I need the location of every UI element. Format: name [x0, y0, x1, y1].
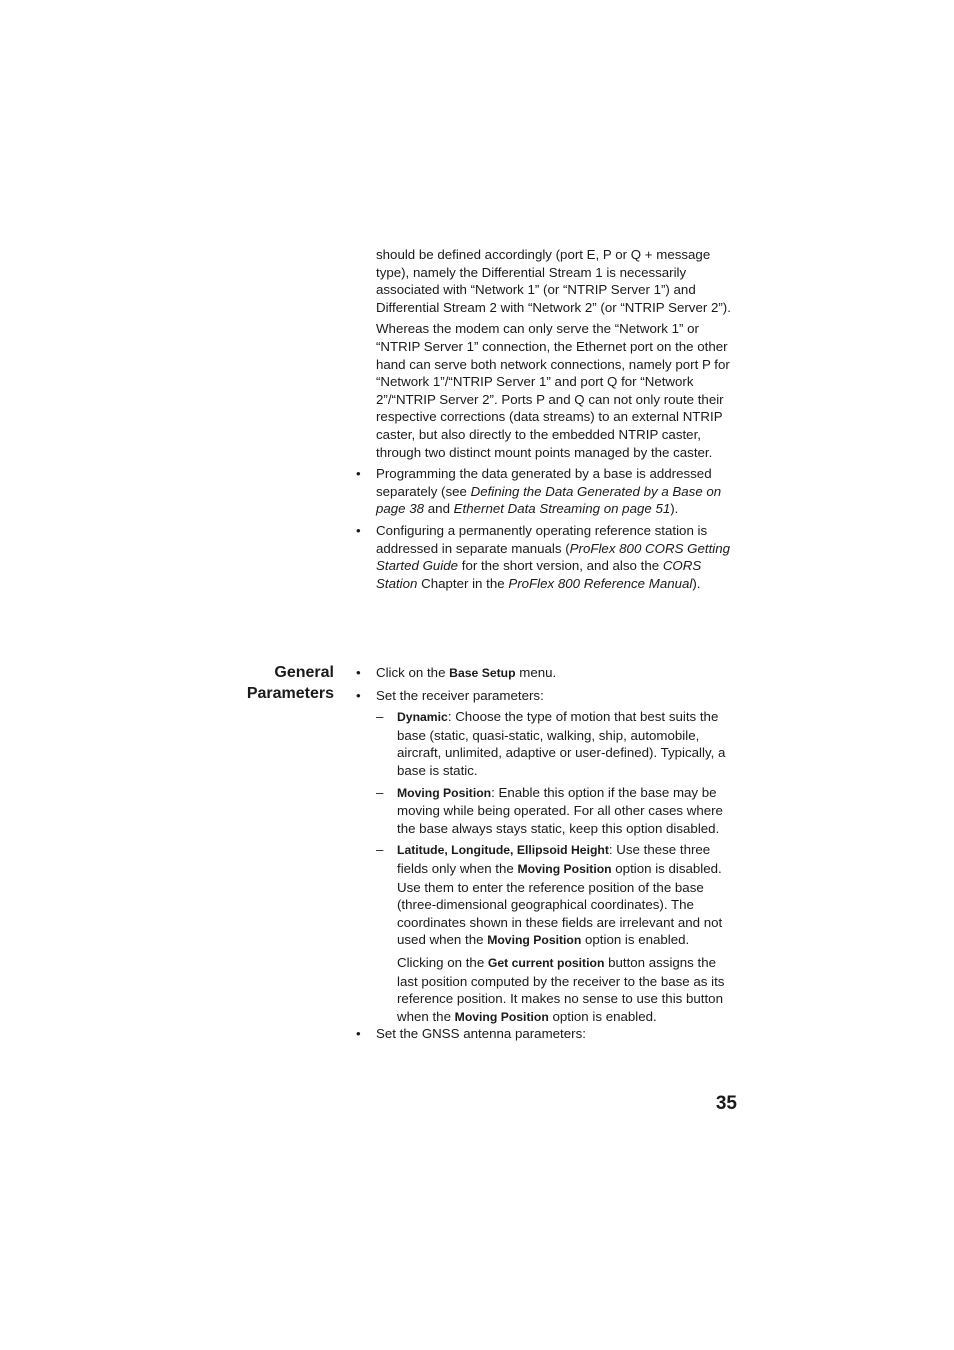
manual-title-reference: ProFlex 800 Reference Manual — [508, 575, 693, 591]
manual-title-getting-started: ProFlex 800 CORS Getting Started Guide — [376, 540, 731, 574]
bullet-receiver-params: • Set the receiver parameters: — [376, 687, 738, 705]
subitem-lat-lon-height: – Latitude, Longitude, Ellipsoid Height: Use these three fields only when the Moving Position option is disabled. Use them to enter the reference position of the base (three-dimensional geographical coordinates). The coordinates shown in these fields are irrelevant and not used when the Moving Position option is enabled. — [397, 841, 738, 950]
bullet-antenna-params: • Set the GNSS antenna parameters: — [376, 1025, 738, 1043]
paragraph-streams: should be defined accordingly (port E, P or Q + message type), namely the Differential Stream 1 is necessarily associated with “Network 1” (or “NTRIP Server 1”) and Differential Stream 2 with “Network 2” (or “NTRIP Server 2”). — [376, 247, 731, 315]
subitem-dynamic: – Dynamic: Choose the type of motion that best suits the base (static, quasi-static, walking, ship, automobile, aircraft, unlimited, adaptive or user-defined). Typically, a base is static. — [397, 708, 738, 779]
body-text-column — [376, 246, 738, 596]
subitem-moving-position: – Moving Position: Enable this option if the base may be moving while being operated. For all other cases where the base always stays static, keep this option disabled. — [397, 784, 738, 838]
bullet-programming-data: • Programming the data generated by a base is addressed separately (see Defining the Data Generated by a Base on page 38 and Ethernet Data Streaming on page 51). — [376, 465, 738, 518]
paragraph-ethernet: Whereas the modem can only serve the “Network 1” or “NTRIP Server 1” connection, the Ethernet port on the other hand can serve both network connections, namely port P for “Network 1”/“NTRIP Server 1” and port Q for “Network 2”/“NTRIP Server 2”. Ports P and Q can not only route their respective corrections (data streams) to an external NTRIP caster, but also directly to the embedded NTRIP caster, through two distinct mount points managed by the caster. — [376, 321, 730, 460]
section-content — [376, 664, 738, 1030]
menu-base-setup: Base Setup — [449, 666, 516, 680]
page-number: 35 — [715, 1093, 737, 1114]
paragraph-get-current-position: Clicking on the Get current position button assigns the last position computed by the receiver to the base as its reference position. It makes no sense to use this button when the Moving Position option is enabled. — [397, 954, 725, 1024]
link-defining-data[interactable]: Defining the Data Generated by a Base on page 38 — [376, 483, 722, 517]
bullet-reference-station: • Configuring a permanently operating reference station is addressed in separate manuals (ProFlex 800 CORS Getting Started Guide for the short version, and also the CORS Station Chapter in the ProFlex 800 Reference Manual). — [376, 522, 738, 592]
antenna-bullet-block — [376, 1025, 738, 1047]
link-ethernet-streaming[interactable]: Ethernet Data Streaming on page 51 — [453, 501, 671, 517]
chapter-title-cors: CORS Station — [376, 558, 702, 591]
section-heading: General Parameters — [246, 664, 334, 702]
bullet-click-base-setup: • Click on the Base Setup menu. — [376, 664, 738, 683]
